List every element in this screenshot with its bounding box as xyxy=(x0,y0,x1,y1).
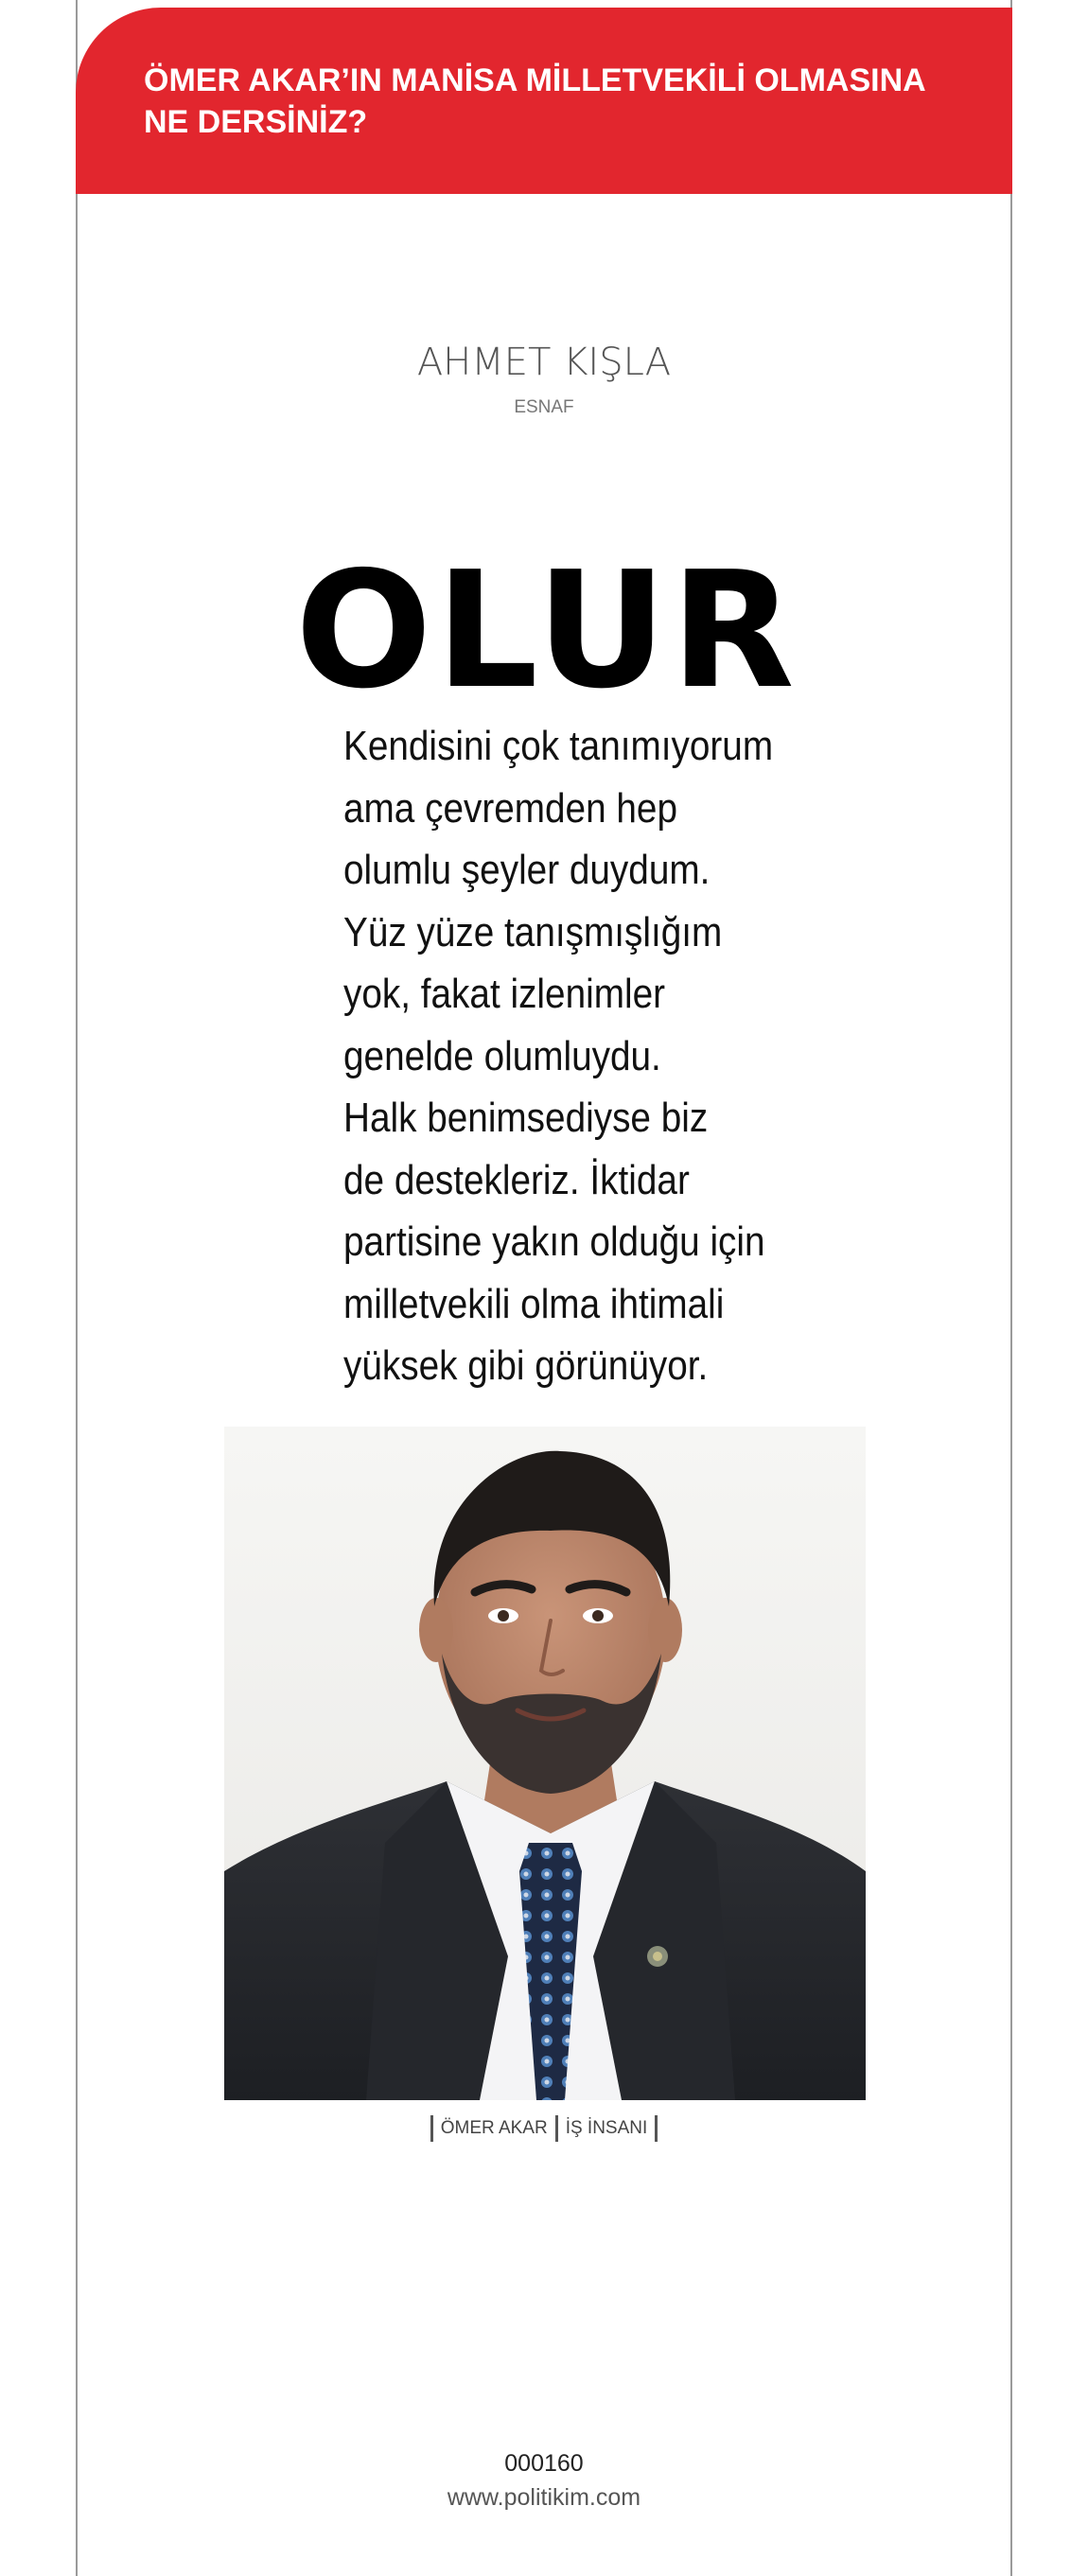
quote-line: yüksek gibi görünüyor. xyxy=(343,1342,709,1389)
caption-title: İŞ İNSANI xyxy=(565,2118,648,2138)
header-banner xyxy=(76,8,1012,194)
respondent-name: AHMET KIŞLA xyxy=(416,341,672,384)
quote-line: milletvekili olma ihtimali xyxy=(343,1280,725,1327)
caption-separator xyxy=(555,2115,558,2142)
caption-separator xyxy=(655,2115,658,2142)
quote-line: partisine yakın olduğu için xyxy=(343,1218,765,1265)
respondent-role: ESNAF xyxy=(514,397,574,417)
quote-line: ama çevremden hep xyxy=(343,784,677,832)
quote-line: de destekleriz. İktidar xyxy=(343,1156,690,1203)
footer-url-link[interactable]: www.politikim.com xyxy=(447,2484,641,2511)
portrait-man-suit-icon xyxy=(224,1427,866,2100)
portrait-photo xyxy=(224,1427,866,2100)
photo-caption xyxy=(0,2115,1088,2142)
caption-name: ÖMER AKAR xyxy=(440,2118,548,2138)
quote-text xyxy=(343,715,777,1397)
quote-line: olumlu şeyler duydum. xyxy=(343,847,711,893)
quote-line: yok, fakat izlenimler xyxy=(343,971,665,1017)
quote-line: Yüz yüze tanışmışlığım xyxy=(343,908,723,955)
caption-separator xyxy=(430,2115,433,2142)
quote-line: Kendisini çok tanımıyorum xyxy=(343,723,774,769)
quote-line: Halk benimsediyse biz xyxy=(343,1095,709,1141)
quote-line: genelde olumluydu. xyxy=(343,1032,661,1079)
footer-code: 000160 xyxy=(504,2450,584,2477)
page-title: ÖMER AKAR’IN MANİSA MİLLETVEKİLİ OLMASINA NE DERSİNİZ? xyxy=(144,62,925,140)
answer-headline: OLUR xyxy=(295,537,798,725)
